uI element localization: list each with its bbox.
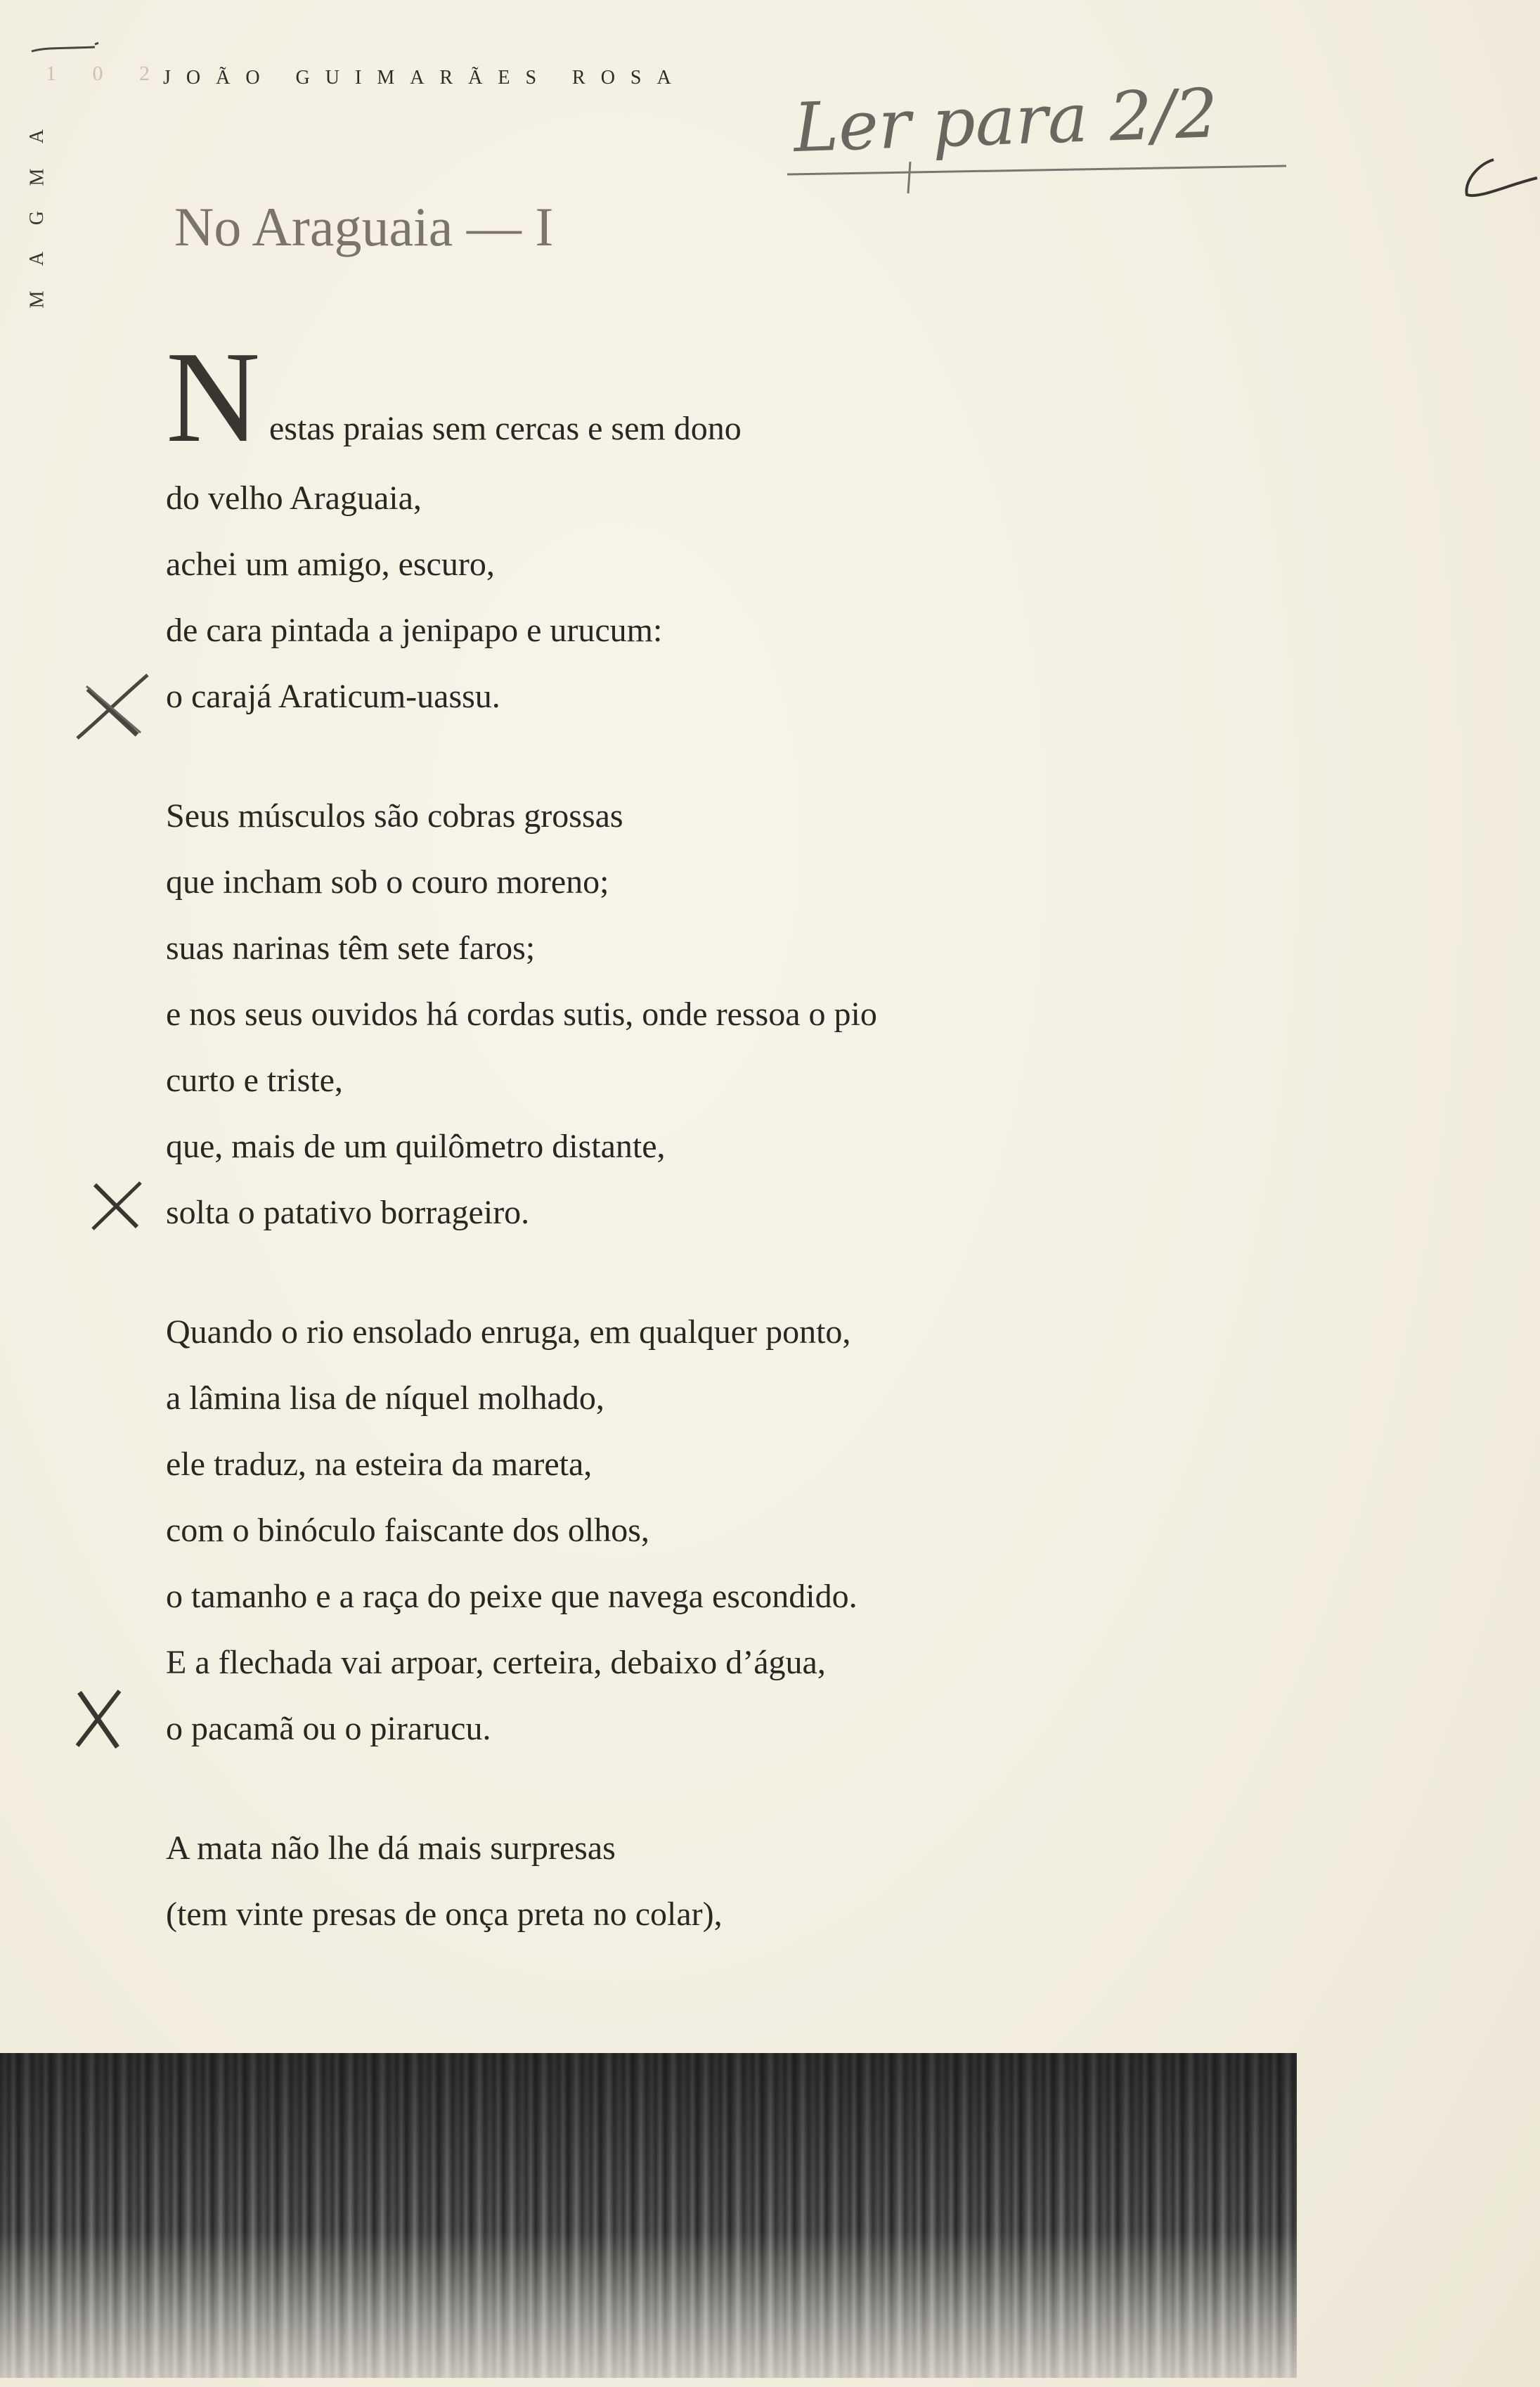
poem-line: a lâmina lisa de níquel molhado, <box>166 1379 604 1417</box>
stanza <box>166 1299 1361 1762</box>
poem-line: que incham sob o couro moreno; <box>166 863 609 901</box>
page-number: 1 0 2 <box>46 62 165 85</box>
stanza <box>166 783 1361 1246</box>
poem-line: do velho Araguaia, <box>166 480 422 517</box>
poem-title: No Araguaia — I <box>174 196 554 257</box>
vertical-brand-letter: A <box>25 129 48 144</box>
poem-line <box>166 325 1361 470</box>
corner-scribble-icon <box>28 39 105 60</box>
vertical-brand-letter: G <box>25 210 48 226</box>
poem-line: Quando o rio ensolado enruga, em qualquer ponto, <box>166 1313 851 1351</box>
x-mark-icon <box>67 668 158 745</box>
poem-line: A mata não lhe dá mais surpresas <box>166 1829 616 1867</box>
handwritten-note-text: Ler para 2/2 <box>792 74 1219 168</box>
vertical-brand-letter: M <box>26 290 48 309</box>
poem-line: o pacamã ou o pirarucu. <box>166 1710 491 1747</box>
poem-line: de cara pintada a jenipapo e urucum: <box>166 612 663 649</box>
poem-line: curto e triste, <box>166 1062 343 1099</box>
poem-line: o carajá Araticum-uassu. <box>166 678 500 715</box>
running-head: JOÃO GUIMARÃES ROSA <box>163 67 687 89</box>
poem-line: o tamanho e a raça do peixe que navega escondido. <box>166 1578 858 1615</box>
scan-artifact-strip <box>0 2053 1297 2378</box>
x-mark-icon <box>84 1174 148 1234</box>
poem-line: e nos seus ouvidos há cordas sutis, onde ressoa o pio <box>166 996 877 1033</box>
poem-line-text: estas praias sem cercas e sem dono <box>269 410 742 447</box>
vertical-brand-letter: M <box>26 168 48 186</box>
vertical-brand-letter: A <box>25 251 48 266</box>
poem-line: suas narinas têm sete faros; <box>166 929 536 967</box>
x-mark-icon <box>67 1684 130 1754</box>
poem-line: com o binóculo faiscante dos olhos, <box>166 1512 649 1549</box>
poem-line: (tem vinte presas de onça preta no colar), <box>166 1896 723 1933</box>
margin-scribble-icon <box>1451 151 1539 214</box>
poem-line: Seus músculos são cobras grossas <box>166 797 623 835</box>
vertical-brand <box>25 116 62 320</box>
poem-line: achei um amigo, escuro, <box>166 546 495 583</box>
poem-line: E a flechada vai arpoar, certeira, debaixo d’água, <box>166 1644 826 1681</box>
drop-cap: N <box>166 325 261 470</box>
stanza <box>166 325 1361 730</box>
poem-body <box>166 325 1361 2001</box>
poem-line: solta o patativo borrageiro. <box>166 1194 530 1231</box>
poem-line: que, mais de um quilômetro distante, <box>166 1128 666 1165</box>
handwritten-note <box>787 70 1293 211</box>
poem-line: ele traduz, na esteira da mareta, <box>166 1446 593 1483</box>
stanza <box>166 1815 1361 1948</box>
